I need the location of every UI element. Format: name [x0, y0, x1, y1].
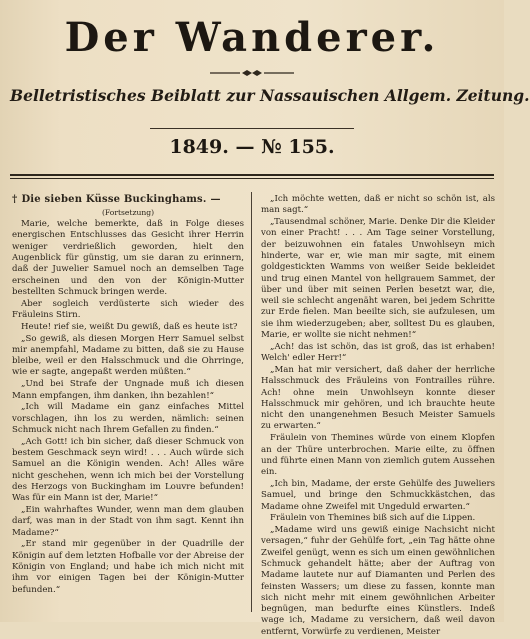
- paragraph: Marie, welche bemerkte, daß in Folge dieses energischen Entschlusses das Gesicht ihrer Herrin weniger verdrießlich geworden, hielt den Augenblick für günstig, um sie daran zu erinnern, daß der Juwelier Samuel noch an demselben Tage erscheinen und den von der Königin-Mutter bestellten Schmuck bringen werde.: [12, 219, 244, 297]
- rule-thin: [10, 178, 494, 179]
- issue-number: 1849. — № 155.: [169, 136, 335, 158]
- paragraph: „Ach! das ist schön, das ist groß, das ist erhaben! Welch' edler Herr!“: [261, 341, 495, 364]
- column-divider: [251, 192, 252, 612]
- rule-thick: [10, 174, 494, 176]
- masthead-title: Der Wanderer.: [64, 14, 440, 61]
- paragraph: Heute! rief sie, weißt Du gewiß, daß es heute ist?: [21, 321, 238, 332]
- paragraph: „So gewiß, als diesen Morgen Herr Samuel selbst mir anempfahl, Madame zu bitten, daß sie zu Hause bleibe, weil er den Halsschmuck und die Ohrringe, wie er sagte, angepaßt werden müßten.“: [12, 333, 244, 378]
- paragraph: Aber sogleich verdüsterte sich wieder des Fräuleins Stirn.: [12, 298, 244, 320]
- paragraph: „Ach Gott! ich bin sicher, daß dieser Schmuck von bestem Geschmack seyn wird! . . . Auch würde sich Samuel an die Königin wenden. Ach! Alles wäre nicht geschehen, wenn ich mich bei der Vorstellung des Herzogs von Buckingham im Louvre befunden! Was für ein Mann ist der, Marie!“: [12, 436, 244, 504]
- paragraph: „Ich möchte wetten, daß er nicht so schön ist, als man sagt.“: [261, 194, 495, 216]
- paragraph: Fräulein von Themines würde von einem Klopfen an der Thüre unterbrochen. Marie eilte, zu öffnen und führte einen Mann von ziemlich gutem Aussehen ein.: [261, 433, 495, 478]
- rule-above-issue: [150, 128, 354, 129]
- paragraph: „Ich bin, Madame, der erste Gehülfe des Juweliers Samuel, und bringe den Schmuckkästchen, das Madame ohne Zweifel mit Ungeduld erwarten.“: [261, 478, 495, 512]
- paragraph: „Madame wird uns gewiß einige Nachsicht nicht versagen,“ fuhr der Gehülfe fort, „ein Tag hätte ohne Zweifel genügt, wenn es sich um einen gewöhnlichen Schmuck gehandelt hätte; aber der Auftrag von Madame lautete nur auf Diamanten und Perlen des feinsten Wassers; um diese zu fassen, konnte man sich nicht mehr mit einem gewöhnlichen Arbeiter begnügen, man bedurfte eines Künstlers. Indeß wage ich, Madame zu versichern, daß weil davon entfernt, Vorwürfe zu verdienen, Meister: [261, 525, 495, 637]
- paragraph: Fräulein von Themines biß sich auf die Lippen.: [270, 513, 476, 524]
- paragraph: „Ein wahrhaftes Wunder, wenn man dem glauben darf, was man in der Stadt von ihm sagt. Kennt ihn Madame?“: [12, 505, 244, 538]
- ornament-divider: [210, 68, 294, 78]
- left-column: [12, 194, 244, 596]
- story-marker: †: [12, 194, 18, 205]
- story-title: [12, 194, 244, 205]
- story-title-text: Die sieben Küsse Buckinghams.: [21, 194, 207, 205]
- paragraph: „Tausendmal schöner, Marie. Denke Dir die Kleider von einer Pracht! . . . Am Tage seiner Vorstellung, der beizuwohnen ein fatales Unwohlseyn mich hinderte, war er, wie man mir sagte, mit einem goldgestickten Wamms von weißer Seide bekleidet und trug einen Mantel von hellgrauem Sammet, der über und über mit seinen Perlen besetzt war, die, weil sie schlecht angenäht waren, bei jedem Schritte zur Erde fielen. Man beeilte sich, sie aufzulesen, um sie ihm wiederzugeben; aber, solltest Du es glauben, Marie, er wollte sie nicht nehmen!“: [261, 217, 495, 341]
- paragraph: „Und bei Strafe der Ungnade muß ich diesen Mann empfangen, ihm danken, ihn bezahlen!“: [12, 379, 244, 401]
- paragraph: „Ich will Madame ein ganz einfaches Mittel vorschlagen, ihn los zu werden, nämlich: seinen Schmuck nicht nach Ihrem Gefallen zu finden.“: [12, 402, 244, 435]
- paragraph: „Er stand mir gegenüber in der Quadrille der Königin auf dem letzten Hofballe vor der Abreise der Königin von England; und habe ich mich nicht mit ihm vor einigen Tagen bei der Königin-Mutter befunden.“: [12, 539, 244, 595]
- story-title-dash: —: [210, 194, 221, 205]
- paragraph: „Man hat mir versichert, daß daher der herrliche Halsschmuck des Fräuleins von Fontrailles rühre. Ach! ohne mein Unwohlseyn konnte dieser Halsschmuck mir gehören, und ich brauchte heute nicht den unangenehmen Besuch Meister Samuels zu erwarten.“: [261, 364, 495, 432]
- masthead-subtitle: Belletristisches Beiblatt zur Nassauischen Allgem. Zeitung.: [10, 86, 530, 105]
- continuation-note: (Fortsetzung): [101, 208, 155, 218]
- right-column: [261, 194, 495, 639]
